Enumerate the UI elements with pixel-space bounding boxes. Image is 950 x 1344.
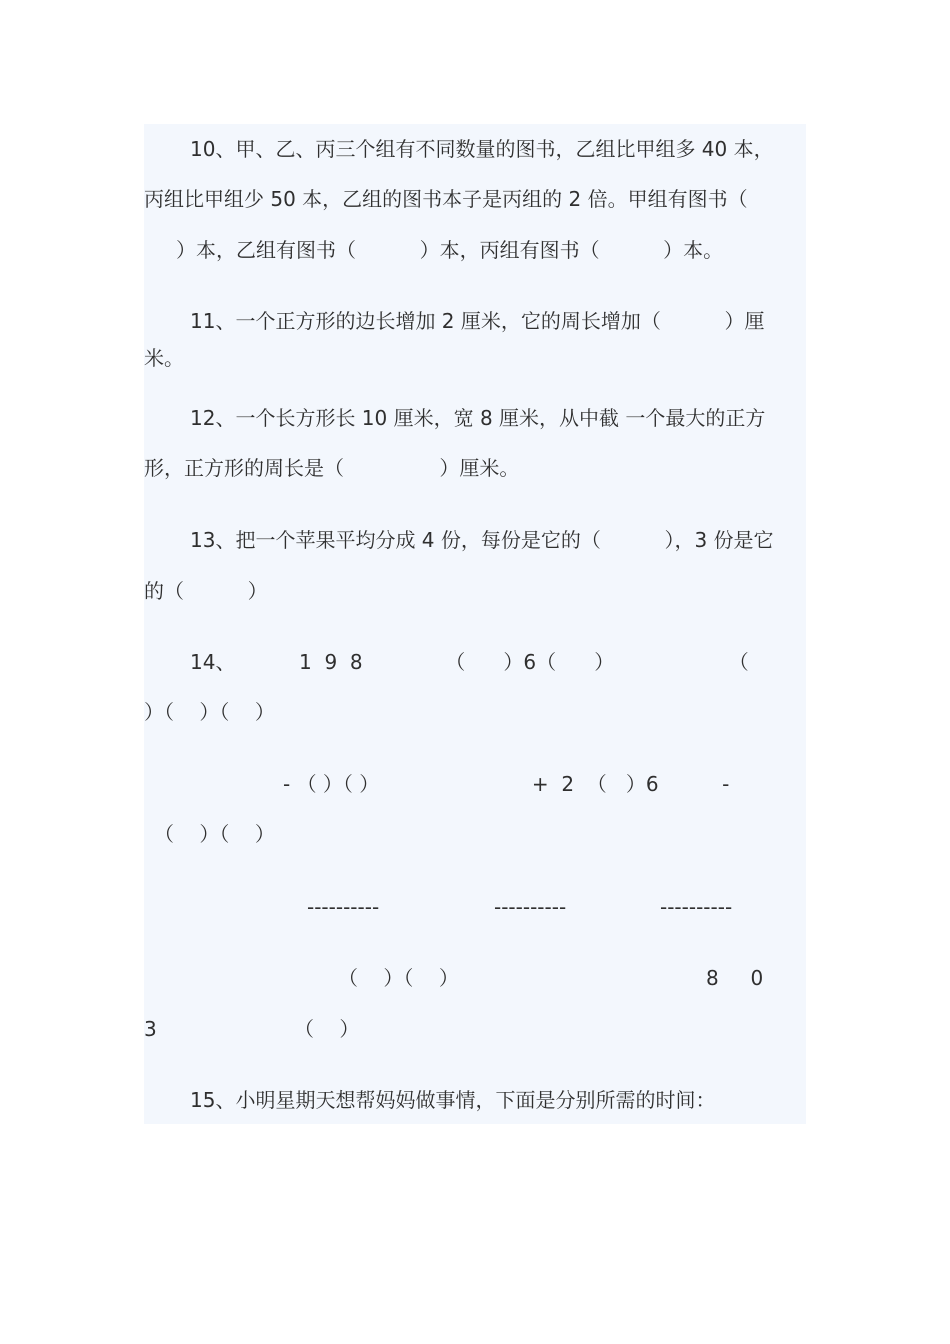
q14-dash-line-2: ---------- <box>494 895 567 919</box>
q11-line-2: 米。 <box>144 346 184 370</box>
q14-row-4-blank: （ ） <box>294 1017 360 1041</box>
q14-row-4-blanks: （ ）（ ） <box>338 966 459 990</box>
q14-dash-line-1: ---------- <box>307 895 380 919</box>
q14-row-4-digits: 8 0 <box>706 966 764 990</box>
q14-row-1-cont: ）（ ）（ ） <box>144 700 275 724</box>
q14-row-2-cont: （ ）（ ） <box>154 822 275 846</box>
q15-line-1: 15、小明星期天想帮妈妈做事情，下面是分别所需的时间： <box>190 1088 716 1112</box>
q14-dash-line-3: ---------- <box>660 895 733 919</box>
q14-row-1: 14、 1 9 8 （ ）6（ ） （ <box>190 650 749 674</box>
q11-line-1: 11、一个正方形的边长增加 2 厘米，它的周长增加（ ）厘 <box>190 309 765 333</box>
q12-line-2: 形，正方形的周长是（ ）厘米。 <box>144 456 520 480</box>
q10-line-2: 丙组比甲组少 50 本，乙组的图书本子是丙组的 2 倍。甲组有图书（ <box>144 187 748 211</box>
q13-line-1: 13、把一个苹果平均分成 4 份，每份是它的（ ），3 份是它 <box>190 528 774 552</box>
q10-line-1: 10、甲、乙、丙三个组有不同数量的图书，乙组比甲组多 40 本， <box>190 137 774 161</box>
q14-row-4-digit-3: 3 <box>144 1017 157 1041</box>
q10-line-3: ）本，乙组有图书（ ）本，丙组有图书（ ）本。 <box>176 238 724 262</box>
q12-line-1: 12、一个长方形长 10 厘米，宽 8 厘米，从中截 一个最大的正方 <box>190 406 766 430</box>
q14-row-2: - （ ）（ ） + 2 （ ）6 - <box>283 772 730 796</box>
q13-line-2: 的（ ） <box>144 579 268 603</box>
